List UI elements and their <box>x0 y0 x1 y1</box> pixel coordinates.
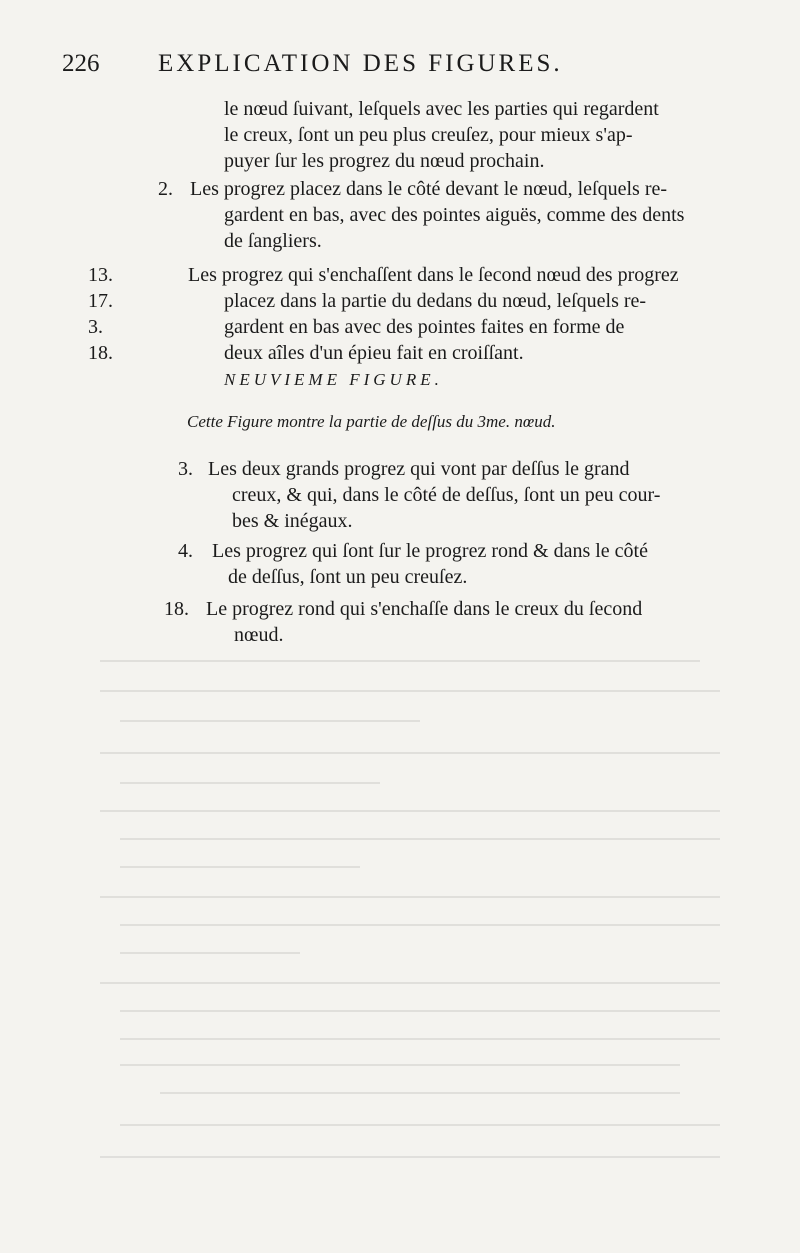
entry-line: placez dans la partie du dedans du nœud, leſquels re- <box>224 290 647 312</box>
entry-line: puyer ſur les progrez du nœud prochain. <box>224 150 545 172</box>
entry-line: de ſangliers. <box>224 230 322 252</box>
show-through-texture <box>60 640 740 1173</box>
entry-line: gardent en bas, avec des pointes aiguës, comme des dents <box>224 204 685 226</box>
entry-line: de deſſus, ſont un peu creuſez. <box>228 566 468 588</box>
entry-line: gardent en bas avec des pointes faites en forme de <box>224 316 625 338</box>
page-number: 226 <box>62 50 100 77</box>
entry-line: bes & inégaux. <box>232 510 353 532</box>
entry-number: 4. <box>178 540 193 562</box>
entry-line: deux aîles d'un épieu fait en croiſſant. <box>224 342 524 364</box>
entry-number: 13. 17. 3. 18. <box>88 264 113 364</box>
running-head <box>62 48 595 84</box>
running-title: EXPLICATION DES FIGURES. <box>158 50 563 77</box>
entry-line: Les progrez qui ſont ſur le progrez rond & dans le côté <box>212 540 648 562</box>
entry-number: 2. <box>158 178 173 200</box>
entry-number: 18. <box>164 598 189 620</box>
entry-line: creux, & qui, dans le côté de deſſus, ſont un peu cour- <box>232 484 661 506</box>
entry-line: Les progrez qui s'enchaſſent dans le ſecond nœud des progrez <box>188 264 679 286</box>
entry-line: nœud. <box>234 624 284 646</box>
section-caption: Cette Figure montre la partie de deſſus du 3me. nœud. <box>187 412 556 431</box>
entry-line: le nœud ſuivant, leſquels avec les parties qui regardent <box>224 98 659 120</box>
entry-line: le creux, ſont un peu plus creuſez, pour mieux s'ap- <box>224 124 633 146</box>
entry-number: 3. <box>178 458 193 480</box>
section-heading: NEUVIEME FIGURE. <box>224 370 443 389</box>
entry-line: Les deux grands progrez qui vont par deſſus le grand <box>208 458 630 480</box>
entry-line: Le progrez rond qui s'enchaſſe dans le creux du ſecond <box>206 598 643 620</box>
entry-line: Les progrez placez dans le côté devant le nœud, leſquels re- <box>190 178 668 200</box>
